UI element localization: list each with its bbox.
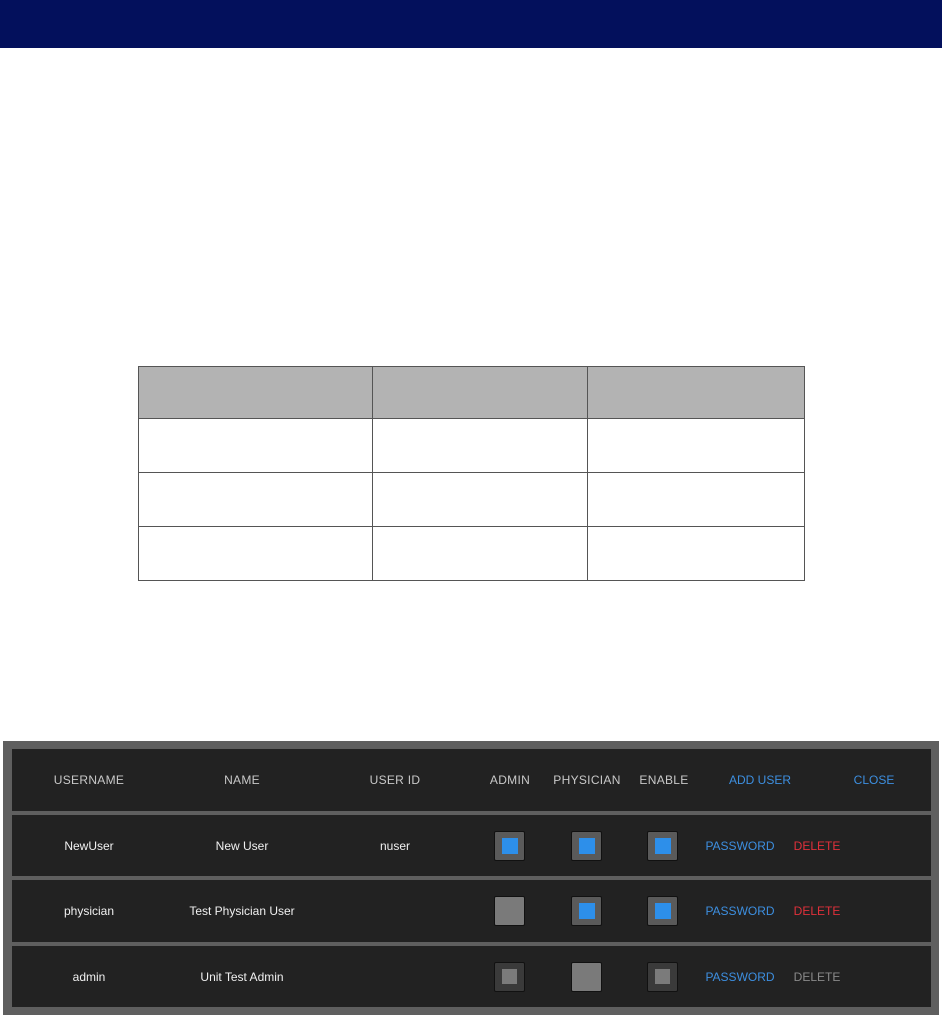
close-button[interactable]: CLOSE bbox=[853, 773, 895, 787]
table-cell bbox=[139, 419, 373, 473]
table-cell bbox=[373, 473, 588, 527]
table-cell bbox=[373, 527, 588, 581]
user-management-panel bbox=[3, 741, 939, 1015]
password-button[interactable]: PASSWORD bbox=[705, 904, 775, 918]
column-header-physician: PHYSICIAN bbox=[553, 773, 621, 787]
user-row-newuser bbox=[12, 815, 931, 876]
table-cell bbox=[139, 473, 373, 527]
column-header-name: NAME bbox=[224, 773, 260, 787]
user-row-physician bbox=[12, 880, 931, 942]
enable-checkbox[interactable] bbox=[647, 831, 678, 861]
table-row bbox=[139, 419, 805, 473]
user-row-admin bbox=[12, 946, 931, 1007]
physician-checkbox[interactable] bbox=[571, 831, 602, 861]
enable-checkbox-disabled bbox=[647, 962, 678, 992]
add-user-button[interactable]: ADD USER bbox=[728, 773, 792, 787]
column-header-enable: ENABLE bbox=[639, 773, 689, 787]
empty-table bbox=[138, 366, 805, 581]
user-id-cell: nuser bbox=[379, 838, 411, 853]
table-cell bbox=[139, 527, 373, 581]
table-row bbox=[139, 527, 805, 581]
table-cell bbox=[588, 527, 805, 581]
top-bar bbox=[0, 0, 942, 48]
table-header-cell bbox=[588, 367, 805, 419]
admin-checkbox[interactable] bbox=[494, 896, 525, 926]
password-button[interactable]: PASSWORD bbox=[705, 969, 775, 984]
name-cell: Test Physician User bbox=[189, 904, 295, 918]
physician-checkbox[interactable] bbox=[571, 896, 602, 926]
username-cell: admin bbox=[72, 969, 106, 984]
column-header-admin: ADMIN bbox=[489, 773, 531, 787]
table-cell bbox=[588, 473, 805, 527]
table-cell bbox=[373, 419, 588, 473]
column-header-user-id: USER ID bbox=[369, 773, 421, 787]
delete-button-disabled: DELETE bbox=[793, 969, 841, 984]
table-header-row bbox=[139, 367, 805, 419]
name-cell: Unit Test Admin bbox=[200, 969, 284, 984]
table-row bbox=[139, 473, 805, 527]
table-cell bbox=[588, 419, 805, 473]
name-cell: New User bbox=[215, 838, 269, 853]
admin-checkbox[interactable] bbox=[494, 831, 525, 861]
table-header-cell bbox=[373, 367, 588, 419]
username-cell: NewUser bbox=[64, 838, 114, 853]
delete-button[interactable]: DELETE bbox=[793, 904, 841, 918]
delete-button[interactable]: DELETE bbox=[793, 838, 841, 853]
username-cell: physician bbox=[63, 904, 115, 918]
physician-checkbox[interactable] bbox=[571, 962, 602, 992]
enable-checkbox[interactable] bbox=[647, 896, 678, 926]
column-header-username: USERNAME bbox=[53, 773, 125, 787]
password-button[interactable]: PASSWORD bbox=[705, 838, 775, 853]
table-header-cell bbox=[139, 367, 373, 419]
users-header-row bbox=[12, 749, 931, 811]
admin-checkbox-disabled bbox=[494, 962, 525, 992]
